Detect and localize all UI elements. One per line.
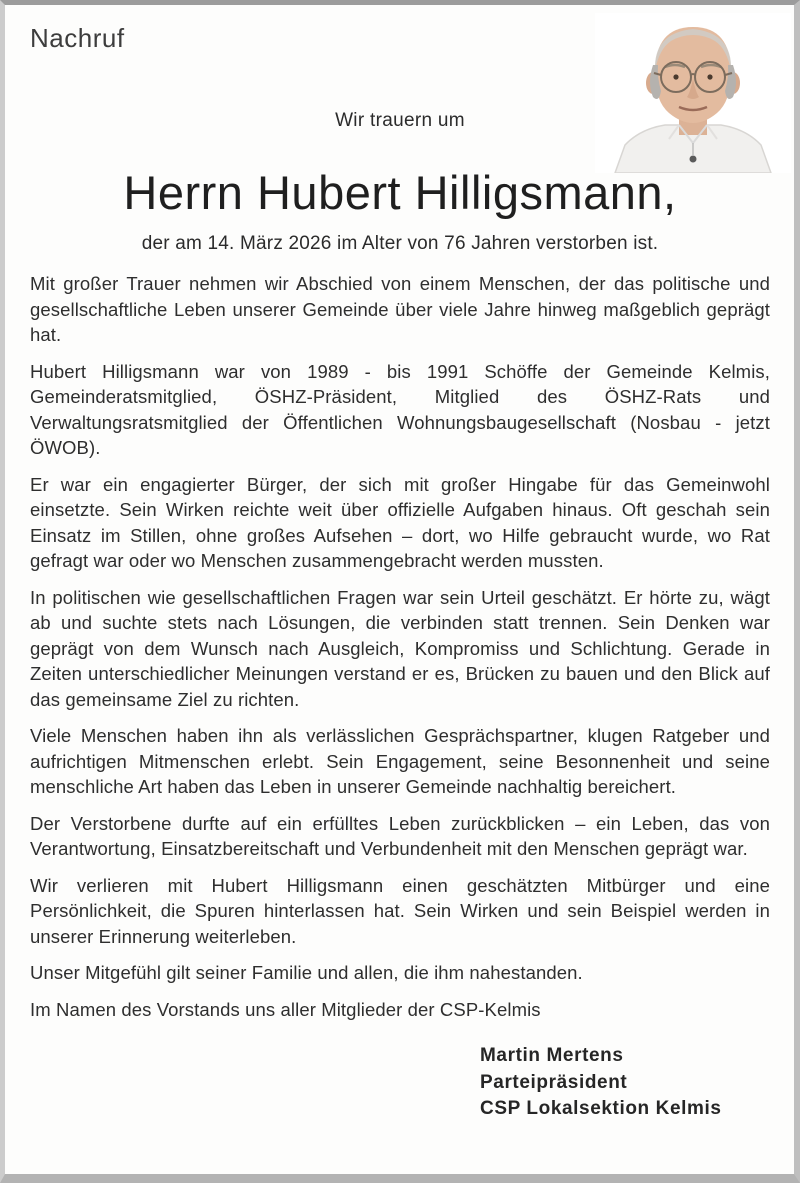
paragraph: Er war ein engagierter Bürger, der sich mit großer Hingabe für das Gemeinwohl einsetzte. Sein Wirken reichte weit über offizielle Aufgaben hinaus. Oft geschah sein Einsatz im Stillen, ohne großes Aufsehen – dort, wo Hilfe gebraucht wurde, wo Rat gefragt war oder wo Menschen zusammengebracht werden mussten. bbox=[30, 473, 770, 571]
signature-role: Parteipräsident bbox=[480, 1071, 628, 1093]
paragraph: Hubert Hilligsmann war von 1989 - bis 1991 Schöffe der Gemeinde Kelmis, Gemeinderatsmitglied, ÖSHZ-Präsident, Mitglied des ÖSHZ-Rats und Verwaltungsratsmitglied der Öffentlichen Wohnungsbaugesellschaft (Nosbau - jetzt ÖWOB). bbox=[30, 360, 770, 458]
portrait-illustration bbox=[595, 13, 791, 173]
signature-block bbox=[480, 1043, 770, 1123]
deceased-name-heading: Herrn Hubert Hilligsmann, bbox=[123, 166, 677, 219]
paragraph: Viele Menschen haben ihn als verlässlichen Gesprächspartner, klugen Ratgeber und aufrichtigen Mitmenschen erlebt. Sein Engagement, seine Besonnenheit und seine menschliche Art haben das Leben in unserer Gemeinde nachhaltig bereichert. bbox=[30, 725, 770, 797]
paragraph: Unser Mitgefühl gilt seiner Familie und allen, die ihm nahestanden. bbox=[30, 962, 583, 983]
paragraph: Wir verlieren mit Hubert Hilligsmann einen geschätzten Mitbürger und eine Persönlichkeit, die Spuren hinterlassen hat. Sein Wirken und sein Beispiel werden in unserer Erinnerung weiterleben. bbox=[30, 874, 770, 947]
mourning-line: Wir trauern um bbox=[335, 110, 465, 131]
paragraph: Mit großer Trauer nehmen wir Abschied von einem Menschen, der das politische und gesellschaftliche Leben unserer Gemeinde über viele Jahre hinweg maßgeblich geprägt hat. bbox=[30, 273, 770, 345]
death-date-line: der am 14. März 2026 im Alter von 76 Jahren verstorben ist. bbox=[141, 233, 659, 254]
portrait-photo bbox=[595, 13, 791, 173]
obituary-body bbox=[30, 271, 770, 1123]
paragraph: Im Namen des Vorstands uns aller Mitglieder der CSP-Kelmis bbox=[30, 998, 541, 1020]
paragraph: Der Verstorbene durfte auf ein erfülltes Leben zurückblicken – ein Leben, das von Verantwortung, Einsatzbereitschaft und Verbundenheit mit den Menschen geprägt war. bbox=[30, 812, 770, 859]
signature-organization: CSP Lokalsektion Kelmis bbox=[480, 1098, 722, 1119]
signature-name: Martin Mertens bbox=[480, 1045, 624, 1066]
paragraph: In politischen wie gesellschaftlichen Fragen war sein Urteil geschätzt. Er hörte zu, wägt ab und suchte stets nach Lösungen, die verbinden statt trennen. Sein Denken war geprägt von dem Wunsch nach Ausgleich, Kompromiss und Schlichtung. Gerade in Zeiten unterschiedlicher Meinungen verstand er es, Brücken zu bauen und den Blick auf das gemeinsame Ziel zu richten. bbox=[30, 586, 770, 710]
page-title: Nachruf bbox=[30, 23, 125, 53]
